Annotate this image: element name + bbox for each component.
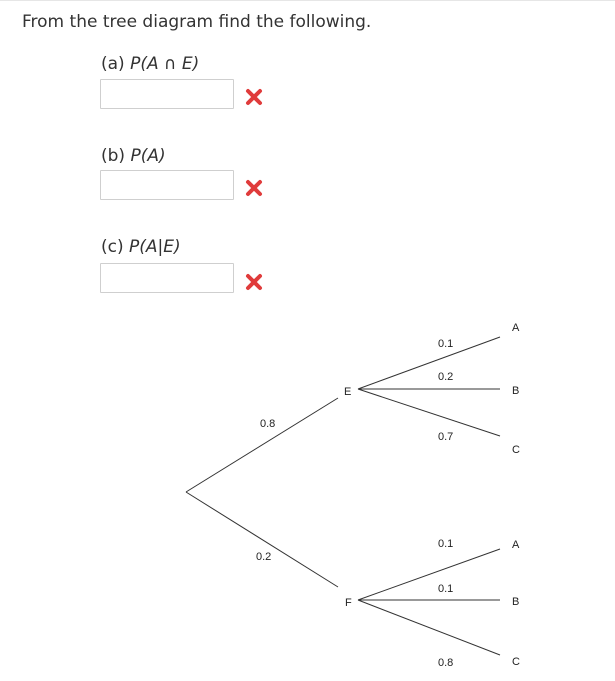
node-label-f: F [345, 597, 352, 609]
part-a-letter: (a) [101, 54, 131, 74]
branch-root-to-f [186, 492, 338, 587]
node-label-f-b: B [512, 596, 520, 608]
node-label-f-c: C [512, 656, 520, 668]
prob-label-f-c: 0.8 [438, 657, 454, 669]
part-c-letter: (c) [101, 237, 130, 257]
part-c-expression: P(A|E) [129, 237, 181, 257]
node-label-e-a: A [512, 322, 520, 334]
part-b-expression: P(A) [130, 146, 166, 166]
prob-label-e-b: 0.2 [438, 371, 454, 383]
question-prompt: From the tree diagram find the following. [22, 12, 372, 32]
branch-root-to-e [186, 398, 338, 492]
node-label-e-c: C [512, 444, 520, 456]
branch-e-to-c [358, 389, 500, 436]
node-label-f-a: A [512, 539, 520, 551]
prob-label-e: 0.8 [260, 418, 276, 430]
part-b-letter: (b) [101, 146, 131, 166]
prob-label-e-c: 0.7 [438, 431, 454, 443]
branch-f-to-a [358, 549, 500, 600]
node-label-e-b: B [512, 385, 520, 397]
prob-label-f: 0.2 [256, 551, 272, 563]
branch-f-to-c [358, 600, 500, 655]
prob-label-e-a: 0.1 [438, 338, 454, 350]
part-a-expression: P(A ∩ E) [130, 54, 200, 74]
branch-e-to-a [358, 337, 500, 389]
node-label-e: E [344, 386, 352, 398]
prob-label-f-a: 0.1 [438, 538, 454, 550]
prob-label-f-b: 0.1 [438, 583, 454, 595]
